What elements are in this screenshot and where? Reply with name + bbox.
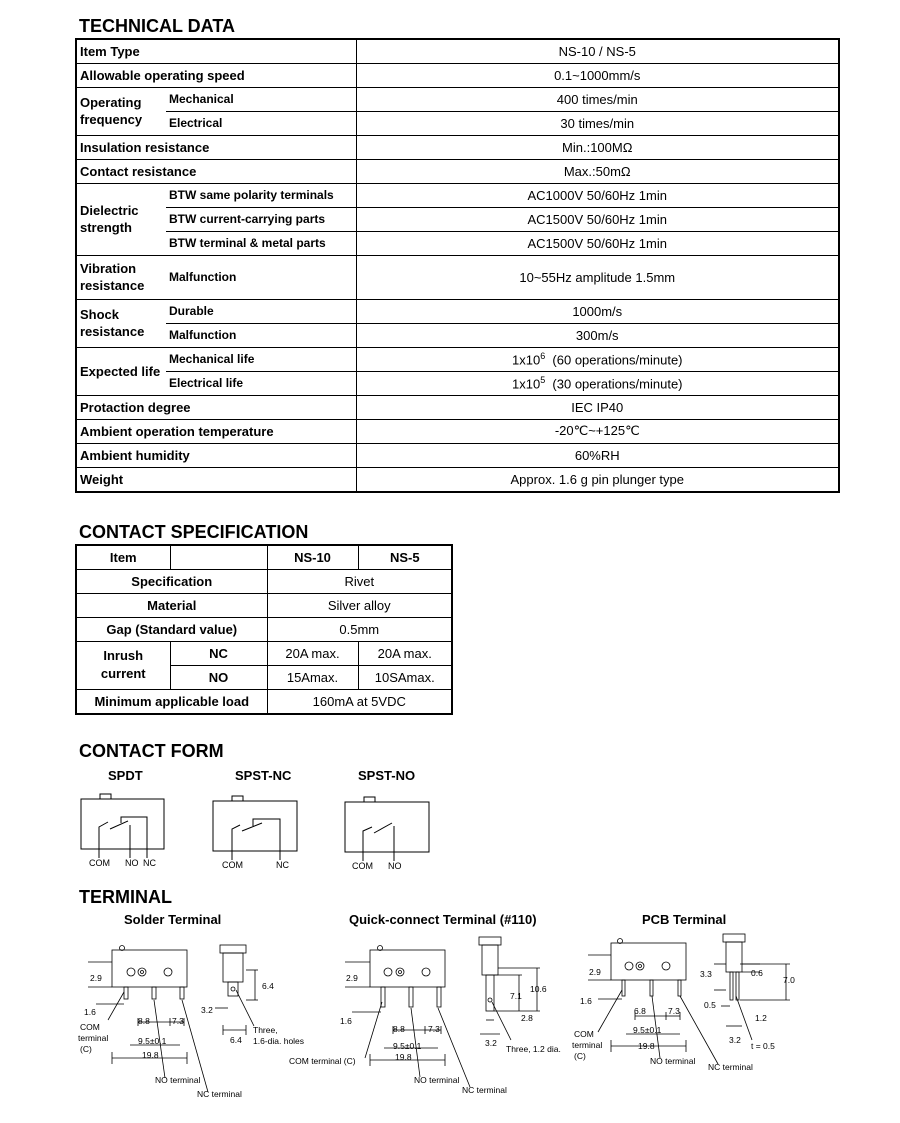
life-elec-rest: (30 operations/minute): [545, 376, 683, 392]
quick-d28: 2.8: [521, 1013, 533, 1023]
life-mech-label: Mechanical life: [166, 347, 356, 371]
spst-no-com: COM: [352, 861, 373, 871]
life-elec-label: Electrical life: [166, 371, 356, 395]
ambient-temp-value: -20℃~+125℃: [356, 419, 839, 443]
pcb-nc: NC terminal: [708, 1062, 753, 1072]
spdt-title: SPDT: [108, 768, 143, 783]
solder-no: NO terminal: [155, 1075, 201, 1085]
solder-terminal-title: Solder Terminal: [124, 912, 222, 927]
spst-nc-diagram: [213, 768, 297, 870]
header-ns10: NS-10: [267, 545, 358, 569]
quick-dia: Three, 1.2 dia.: [506, 1044, 561, 1054]
nc-label: NC: [170, 641, 267, 665]
life-mech-base: 1x10: [511, 352, 541, 368]
dielectric-r1-value: AC1000V 50/60Hz 1min: [356, 183, 839, 207]
table-row: [76, 689, 452, 714]
table-row: [76, 231, 839, 255]
shock-durable-label: Durable: [166, 299, 356, 323]
table-row: [76, 135, 839, 159]
humidity-value: 60%RH: [356, 443, 839, 467]
shock-durable-value: 1000m/s: [356, 299, 839, 323]
spdt-diagram: [81, 768, 164, 868]
solder-holes1: Three,: [253, 1025, 278, 1035]
dielectric-r2-value: AC1500V 50/60Hz 1min: [356, 207, 839, 231]
item-type-label: Item Type: [76, 39, 356, 63]
protection-label: Protaction degree: [76, 395, 356, 419]
quick-d95: 9.5±0.1: [393, 1041, 422, 1051]
min-load-value: 160mA at 5VDC: [267, 689, 452, 714]
technical-data-table: [75, 38, 840, 493]
quick-terminal-title: Quick-connect Terminal (#110): [349, 912, 537, 927]
pcb-d12: 1.2: [755, 1013, 767, 1023]
no-ns10: 15Amax.: [267, 665, 358, 689]
table-row: [76, 617, 452, 641]
pcb-t05: t = 0.5: [751, 1041, 775, 1051]
freq-mech-label: Mechanical: [166, 87, 356, 111]
quick-no: NO terminal: [414, 1075, 460, 1085]
table-row: [76, 467, 839, 492]
gap-label: Gap (Standard value): [76, 617, 267, 641]
quick-d198: 19.8: [395, 1052, 412, 1062]
technical-data-title: TECHNICAL DATA: [79, 16, 235, 36]
quick-nc: NC terminal: [462, 1085, 507, 1095]
quick-d73: 7.3: [428, 1024, 440, 1034]
header-item: Item: [76, 545, 170, 569]
inrush-label: Inrush current: [76, 641, 170, 689]
speed-value: 0.1~1000mm/s: [356, 63, 839, 87]
nc-ns5: 20A max.: [358, 641, 452, 665]
material-label: Material: [76, 593, 267, 617]
quick-terminal-drawing: [345, 937, 540, 1087]
contact-resistance-label: Contact resistance: [76, 159, 356, 183]
table-row: [76, 419, 839, 443]
dielectric-label: Dielectric strength: [76, 183, 166, 255]
vibration-value: 10~55Hz amplitude 1.5mm: [356, 255, 839, 299]
pcb-com3: (C): [574, 1051, 586, 1061]
contact-resistance-value: Max.:50mΩ: [356, 159, 839, 183]
dielectric-r3-value: AC1500V 50/60Hz 1min: [356, 231, 839, 255]
solder-com2: terminal: [78, 1033, 109, 1043]
pcb-terminal-title: PCB Terminal: [642, 912, 727, 927]
pcb-d16: 1.6: [580, 996, 592, 1006]
pcb-com1: COM: [574, 1029, 594, 1039]
freq-mech-value: 400 times/min: [356, 87, 839, 111]
pcb-d198: 19.8: [638, 1041, 655, 1051]
spst-no-no: NO: [388, 861, 402, 871]
vibration-sub-label: Malfunction: [166, 255, 356, 299]
table-row: [76, 87, 839, 111]
pcb-d06: 0.6: [751, 968, 763, 978]
item-type-value: NS-10 / NS-5: [356, 39, 839, 63]
freq-elec-value: 30 times/min: [356, 111, 839, 135]
solder-com3: (C): [80, 1044, 92, 1054]
gap-value: 0.5mm: [267, 617, 452, 641]
freq-elec-label: Electrical: [166, 111, 356, 135]
life-mech-exp: 6: [540, 350, 546, 361]
pcb-no: NO terminal: [650, 1056, 696, 1066]
header-ns5: NS-5: [358, 545, 452, 569]
solder-com1: COM: [80, 1022, 100, 1032]
ambient-temp-label: Ambient operation temperature: [76, 419, 356, 443]
pcb-d68: 6.8: [634, 1006, 646, 1016]
table-row: [76, 641, 452, 665]
solder-d198: 19.8: [142, 1050, 159, 1060]
solder-d29: 2.9: [90, 973, 102, 983]
solder-nc: NC terminal: [197, 1089, 242, 1099]
spdt-no: NO: [125, 858, 139, 868]
solder-d16: 1.6: [84, 1007, 96, 1017]
weight-value: Approx. 1.6 g pin plunger type: [356, 467, 839, 492]
table-row: [76, 443, 839, 467]
shock-malf-value: 300m/s: [356, 323, 839, 347]
table-row: [76, 545, 452, 569]
shock-malf-label: Malfunction: [166, 323, 356, 347]
spdt-com: COM: [89, 858, 110, 868]
table-row: [76, 395, 839, 419]
material-value: Silver alloy: [267, 593, 452, 617]
dielectric-r3-label: BTW terminal & metal parts: [166, 231, 356, 255]
quick-com: COM terminal (C): [289, 1056, 356, 1066]
table-row: [76, 255, 839, 299]
quick-d32: 3.2: [485, 1038, 497, 1048]
pcb-d29: 2.9: [589, 967, 601, 977]
solder-d32: 3.2: [201, 1005, 213, 1015]
solder-terminal-labels: [78, 973, 304, 1099]
spst-no-diagram: [345, 768, 429, 871]
pcb-d33: 3.3: [700, 969, 712, 979]
life-mech-value: [356, 347, 839, 371]
no-ns5: 10SAmax.: [358, 665, 452, 689]
pcb-d70: 7.0: [783, 975, 795, 985]
insulation-label: Insulation resistance: [76, 135, 356, 159]
table-row: [76, 593, 452, 617]
table-row: [76, 159, 839, 183]
solder-d73: 7.3: [172, 1016, 184, 1026]
table-row: [76, 323, 839, 347]
table-row: [76, 299, 839, 323]
table-row: [76, 63, 839, 87]
table-row: [76, 39, 839, 63]
life-elec-base: 1x10: [511, 376, 541, 392]
shock-label: Shock resistance: [76, 299, 166, 347]
quick-d106: 10.6: [530, 984, 547, 994]
pcb-d73: 7.3: [668, 1006, 680, 1016]
protection-value: IEC IP40: [356, 395, 839, 419]
table-row: [76, 371, 839, 395]
table-row: [76, 207, 839, 231]
table-row: [76, 111, 839, 135]
quick-d71: 7.1: [510, 991, 522, 1001]
contact-form-diagrams: [0, 762, 900, 880]
life-elec-exp: 5: [540, 374, 546, 385]
quick-d16: 1.6: [340, 1016, 352, 1026]
insulation-value: Min.:100MΩ: [356, 135, 839, 159]
nc-ns10: 20A max.: [267, 641, 358, 665]
dielectric-r1-label: BTW same polarity terminals: [166, 183, 356, 207]
humidity-label: Ambient humidity: [76, 443, 356, 467]
header-blank: [170, 545, 267, 569]
vibration-label: Vibration resistance: [76, 255, 166, 299]
expected-life-label: Expected life: [76, 347, 166, 395]
pcb-com2: terminal: [572, 1040, 603, 1050]
pcb-d32: 3.2: [729, 1035, 741, 1045]
no-label: NO: [170, 665, 267, 689]
spec-value: Rivet: [267, 569, 452, 593]
solder-d95: 9.5±0.1: [138, 1036, 167, 1046]
pcb-d95: 9.5±0.1: [633, 1025, 662, 1035]
life-mech-rest: (60 operations/minute): [545, 352, 683, 368]
contact-spec-table: [75, 544, 453, 715]
min-load-label: Minimum applicable load: [76, 689, 267, 714]
life-elec-value: [356, 371, 839, 395]
table-row: [76, 347, 839, 371]
quick-d29: 2.9: [346, 973, 358, 983]
contact-spec-title: CONTACT SPECIFICATION: [79, 522, 309, 542]
pcb-d05: 0.5: [704, 1000, 716, 1010]
spst-nc-title: SPST-NC: [235, 768, 292, 783]
spst-nc-nc: NC: [276, 860, 289, 870]
spst-no-title: SPST-NO: [358, 768, 416, 783]
weight-label: Weight: [76, 467, 356, 492]
table-row: [76, 569, 452, 593]
operating-frequency-label: Operating frequency: [76, 87, 166, 135]
solder-holes2: 1.6-dia. holes: [253, 1036, 305, 1046]
table-row: [76, 183, 839, 207]
quick-d88: 8.8: [393, 1024, 405, 1034]
spst-nc-com: COM: [222, 860, 243, 870]
contact-form-title: CONTACT FORM: [79, 741, 224, 761]
solder-d88: 8.8: [138, 1016, 150, 1026]
solder-d64a: 6.4: [262, 981, 274, 991]
spdt-nc: NC: [143, 858, 156, 868]
solder-d64b: 6.4: [230, 1035, 242, 1045]
terminal-title: TERMINAL: [79, 887, 172, 907]
terminal-drawings: [0, 928, 900, 1100]
spec-label: Specification: [76, 569, 267, 593]
speed-label: Allowable operating speed: [76, 63, 356, 87]
dielectric-r2-label: BTW current-carrying parts: [166, 207, 356, 231]
